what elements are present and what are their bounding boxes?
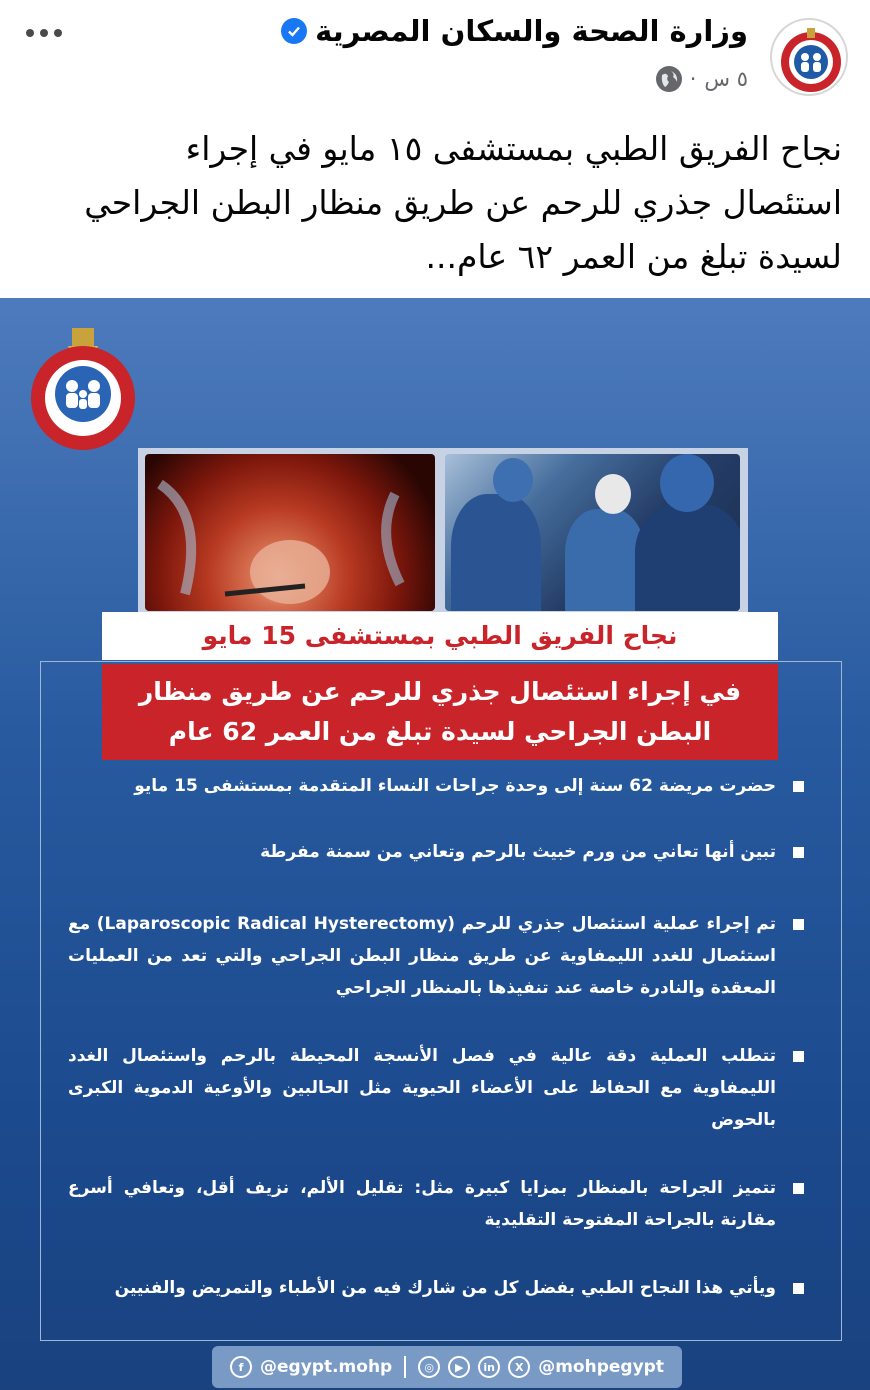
bullet-item: تتطلب العملية دقة عالية في فصل الأنسجة المحيطة بالرحم واستئصال الغدد الليمفاوية مع الحفاظ على الأعضاء الحيوية مثل الحالبين والأوعية الدموية الكبرى بالحوض [68, 1040, 804, 1136]
page-name: وزارة الصحة والسكان المصرية [315, 14, 748, 48]
x-icon: X [508, 1356, 530, 1378]
ministry-logo-icon [28, 326, 138, 456]
footer-divider [404, 1356, 406, 1378]
post-header [0, 0, 870, 120]
instagram-icon: ◎ [418, 1356, 440, 1378]
bullet-item: حضرت مريضة 62 سنة إلى وحدة جراحات النساء المتقدمة بمستشفى 15 مايو [68, 770, 804, 802]
page-avatar[interactable] [770, 18, 848, 96]
social-handle: @mohpegypt [538, 1357, 664, 1377]
more-options-button[interactable] [14, 8, 74, 58]
bullet-item: تم إجراء عملية استئصال جذري للرحم (Laparoscopic Radical Hysterectomy) مع استئصال للغدد الليمفاوية عن طريق منظار البطن الجراحي والتي تعد من العمليات المعقدة والنادرة خاصة عند تنفيذها بالمنظار الجراحي [68, 908, 804, 1004]
facebook-icon: f [230, 1356, 252, 1378]
bullet-item: تتميز الجراحة بالمنظار بمزايا كبيرة مثل: تقليل الألم، نزيف أقل، وتعافي أسرع مقارنة بالجراحة المفتوحة التقليدية [68, 1172, 804, 1236]
linkedin-icon: in [478, 1356, 500, 1378]
facebook-handle: @egypt.mohp [260, 1357, 393, 1377]
post-image[interactable] [0, 298, 870, 1390]
youtube-icon: ▶ [448, 1356, 470, 1378]
verified-badge-icon [281, 18, 307, 44]
ministry-logo-icon [772, 20, 848, 96]
post-time[interactable]: ٥ س [704, 67, 748, 91]
more-icon [26, 29, 34, 37]
meta-dot: · [689, 67, 697, 91]
laparoscopic-view-photo [145, 454, 435, 611]
globe-icon[interactable] [656, 66, 682, 92]
page-name-link[interactable] [281, 14, 748, 48]
bullet-list [68, 760, 804, 1304]
post-text[interactable]: نجاح الفريق الطبي بمستشفى ١٥ مايو في إجراء استئصال جذري للرحم عن طريق منظار البطن الجراحي لسيدة تبلغ من العمر ٦٢ عام... [84, 129, 842, 276]
bullet-item: تبين أنها تعاني من ورم خبيث بالرحم وتعاني من سمنة مفرطة [68, 836, 804, 868]
surgical-team-photo [445, 454, 740, 611]
image-title: نجاح الفريق الطبي بمستشفى 15 مايو [102, 612, 778, 660]
subtitle-line-2: البطن الجراحي لسيدة تبلغ من العمر 62 عام [168, 717, 712, 746]
subtitle-line-1: في إجراء استئصال جذري للرحم عن طريق منظار [138, 677, 742, 706]
social-footer [212, 1346, 682, 1388]
image-subtitle [102, 664, 778, 760]
bullet-item: ويأتي هذا النجاح الطبي بفضل كل من شارك فيه من الأطباء والتمريض والفنيين [68, 1272, 804, 1304]
post-meta [656, 66, 748, 92]
